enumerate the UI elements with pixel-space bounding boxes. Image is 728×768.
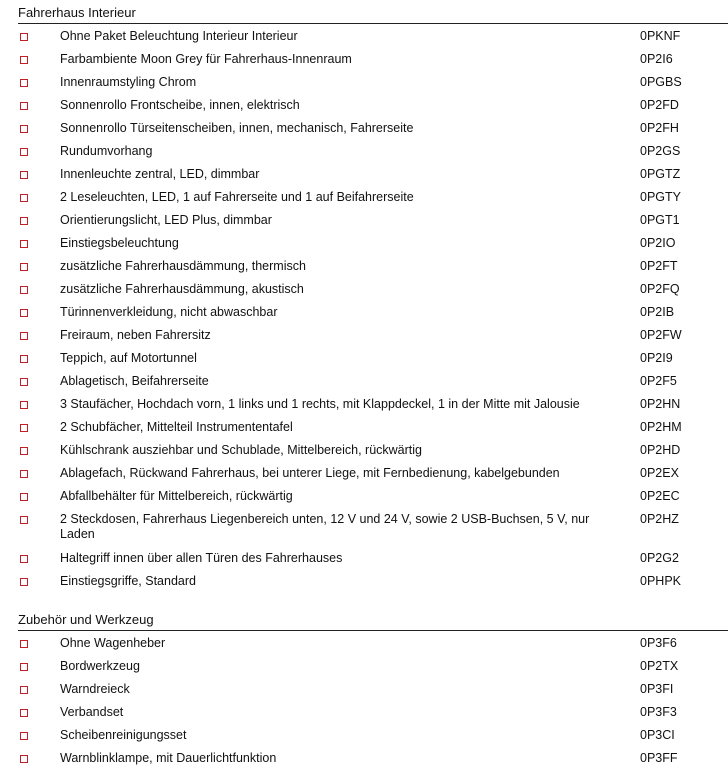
checkbox-icon[interactable] [20, 240, 28, 248]
item-code: 0PKNF [640, 29, 681, 43]
item-code: 0P2I9 [640, 351, 673, 365]
item-code: 0PGBS [640, 75, 682, 89]
checkbox-icon[interactable] [20, 470, 28, 478]
checkbox-icon[interactable] [20, 686, 28, 694]
checkbox-icon[interactable] [20, 378, 28, 386]
item-description: Ohne Wagenheber [60, 636, 166, 650]
item-description: 2 Schubfächer, Mittelteil Instrumententafel [60, 420, 293, 434]
item-code: 0PGTZ [640, 167, 681, 181]
item-code: 0P2F5 [640, 374, 677, 388]
item-description: Ablagetisch, Beifahrerseite [60, 374, 209, 388]
item-code: 0P2HN [640, 397, 681, 411]
item-code: 0P2I6 [640, 52, 673, 66]
checkbox-icon[interactable] [20, 286, 28, 294]
checkbox-icon[interactable] [20, 56, 28, 64]
item-code: 0PHPK [640, 574, 681, 588]
checkbox-icon[interactable] [20, 755, 28, 763]
checkbox-icon[interactable] [20, 171, 28, 179]
item-description: Einstiegsbeleuchtung [60, 236, 179, 250]
item-code: 0P2GS [640, 144, 681, 158]
item-code: 0P2FQ [640, 282, 680, 296]
item-code: 0P2G2 [640, 551, 679, 565]
checkbox-icon[interactable] [20, 79, 28, 87]
section-title: Zubehör und Werkzeug [18, 612, 728, 631]
item-description: Innenleuchte zentral, LED, dimmbar [60, 167, 260, 181]
item-code: 0P2HZ [640, 512, 679, 526]
item-code: 0P2FD [640, 98, 679, 112]
checkbox-icon[interactable] [20, 263, 28, 271]
item-description: Freiraum, neben Fahrersitz [60, 328, 211, 342]
item-description: Farbambiente Moon Grey für Fahrerhaus-Innenraum [60, 52, 352, 66]
checkbox-icon[interactable] [20, 555, 28, 563]
item-description: Innenraumstyling Chrom [60, 75, 197, 89]
item-code: 0P2TX [640, 659, 679, 673]
checkbox-icon[interactable] [20, 125, 28, 133]
item-description: Scheibenreinigungsset [60, 728, 187, 742]
item-code: 0P2HM [640, 420, 682, 434]
item-description: 2 Steckdosen, Fahrerhaus Liegenbereich unten, 12 V und 24 V, sowie 2 USB-Buchsen, 5 V, nur Laden [60, 512, 590, 541]
item-description: 3 Staufächer, Hochdach vorn, 1 links und 1 rechts, mit Klappdeckel, 1 in der Mitte mit Jalousie [60, 397, 580, 411]
checkbox-icon[interactable] [20, 148, 28, 156]
section-title: Fahrerhaus Interieur [18, 5, 728, 24]
item-description: Abfallbehälter für Mittelbereich, rückwärtig [60, 489, 293, 503]
item-code: 0P3FF [640, 751, 678, 765]
checkbox-icon[interactable] [20, 355, 28, 363]
item-code: 0PGT1 [640, 213, 680, 227]
checkbox-icon[interactable] [20, 33, 28, 41]
item-description: Verbandset [60, 705, 124, 719]
item-description: Sonnenrollo Frontscheibe, innen, elektrisch [60, 98, 300, 112]
checkbox-icon[interactable] [20, 516, 28, 524]
checkbox-icon[interactable] [20, 663, 28, 671]
item-description: zusätzliche Fahrerhausdämmung, akustisch [60, 282, 304, 296]
item-description: Rundumvorhang [60, 144, 153, 158]
section-zubehoer-werkzeug [18, 612, 728, 765]
item-description: Ablagefach, Rückwand Fahrerhaus, bei unterer Liege, mit Fernbedienung, kabelgebunden [60, 466, 560, 480]
checkbox-icon[interactable] [20, 217, 28, 225]
checkbox-icon[interactable] [20, 332, 28, 340]
checkbox-icon[interactable] [20, 309, 28, 317]
item-code: 0P2FT [640, 259, 678, 273]
checkbox-icon[interactable] [20, 493, 28, 501]
section-fahrerhaus-interieur [18, 5, 728, 588]
item-code: 0P3FI [640, 682, 674, 696]
item-description: 2 Leseleuchten, LED, 1 auf Fahrerseite und 1 auf Beifahrerseite [60, 190, 414, 204]
item-description: Teppich, auf Motortunnel [60, 351, 197, 365]
checkbox-icon[interactable] [20, 102, 28, 110]
item-code: 0P2EC [640, 489, 680, 503]
item-description: Warnblinklampe, mit Dauerlichtfunktion [60, 751, 277, 765]
item-code: 0PGTY [640, 190, 681, 204]
checkbox-icon[interactable] [20, 401, 28, 409]
checkbox-icon[interactable] [20, 640, 28, 648]
item-code: 0P3CI [640, 728, 675, 742]
checkbox-icon[interactable] [20, 732, 28, 740]
item-description: Orientierungslicht, LED Plus, dimmbar [60, 213, 272, 227]
checkbox-icon[interactable] [20, 709, 28, 717]
item-code: 0P3F3 [640, 705, 677, 719]
item-description: Kühlschrank ausziehbar und Schublade, Mittelbereich, rückwärtig [60, 443, 422, 457]
item-code: 0P2FW [640, 328, 682, 342]
item-description: Einstiegsgriffe, Standard [60, 574, 196, 588]
item-description: Ohne Paket Beleuchtung Interieur Interieur [60, 29, 298, 43]
item-description: Türinnenverkleidung, nicht abwaschbar [60, 305, 278, 319]
item-code: 0P2IO [640, 236, 676, 250]
item-description: zusätzliche Fahrerhausdämmung, thermisch [60, 259, 306, 273]
item-description: Sonnenrollo Türseitenscheiben, innen, mechanisch, Fahrerseite [60, 121, 414, 135]
checkbox-icon[interactable] [20, 194, 28, 202]
item-code: 0P2IB [640, 305, 675, 319]
item-code: 0P2FH [640, 121, 679, 135]
item-description: Bordwerkzeug [60, 659, 140, 673]
item-description: Haltegriff innen über allen Türen des Fahrerhauses [60, 551, 343, 565]
item-code: 0P2EX [640, 466, 679, 480]
item-code: 0P2HD [640, 443, 681, 457]
item-description: Warndreieck [60, 682, 130, 696]
checkbox-icon[interactable] [20, 424, 28, 432]
checkbox-icon[interactable] [20, 447, 28, 455]
item-code: 0P3F6 [640, 636, 677, 650]
checkbox-icon[interactable] [20, 578, 28, 586]
